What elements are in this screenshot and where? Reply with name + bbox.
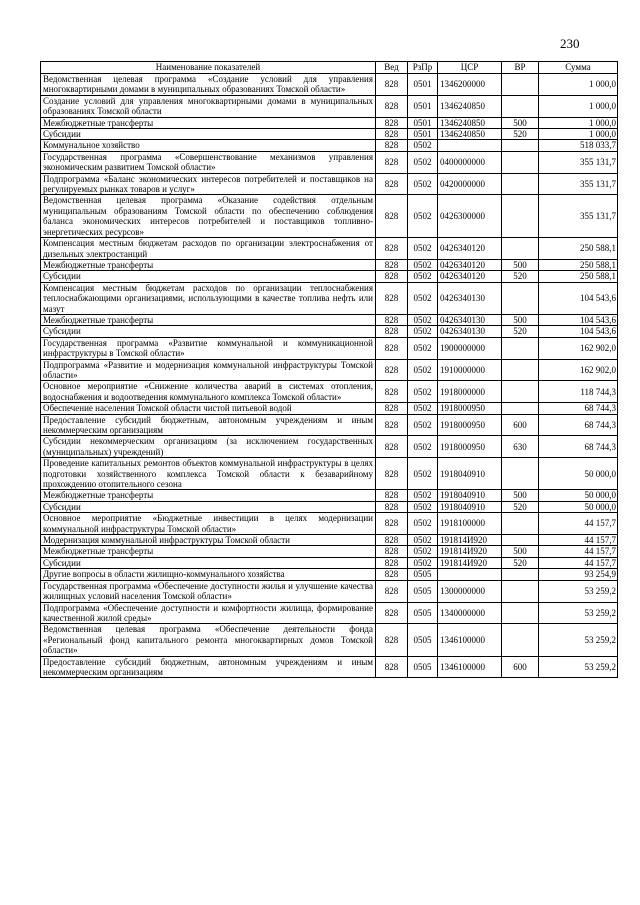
cell-vr: 520 <box>502 501 539 512</box>
cell-ved: 828 <box>376 403 408 414</box>
cell-sum: 68 744,3 <box>539 414 618 436</box>
cell-ved: 828 <box>376 557 408 568</box>
table-row <box>41 602 618 624</box>
cell-name: Подпрограмма «Баланс экономических интересов потребителей и поставщиков на регулируемых рынках товаров и услуг» <box>41 173 376 195</box>
header-ved: Вед <box>376 62 408 74</box>
cell-sum: 355 131,7 <box>539 173 618 195</box>
cell-csr: 1346100000 <box>438 624 502 656</box>
cell-csr: 191814И920 <box>438 535 502 546</box>
cell-vr: 600 <box>502 414 539 436</box>
cell-csr: 1346240850 <box>438 117 502 128</box>
cell-rzpr: 0502 <box>408 381 438 403</box>
cell-name: Компенсация местным бюджетам расходов по организации теплоснабжения теплоснабжающими организациями, использующими в качестве топлива нефть или мазут <box>41 282 376 314</box>
cell-rzpr: 0502 <box>408 140 438 151</box>
cell-csr: 0420000000 <box>438 173 502 195</box>
cell-name: Субсидии <box>41 557 376 568</box>
cell-csr: 1900000000 <box>438 337 502 359</box>
cell-vr <box>502 238 539 260</box>
cell-ved: 828 <box>376 271 408 282</box>
cell-rzpr: 0502 <box>408 238 438 260</box>
cell-name: Создание условий для управления многоквартирными домами в муниципальных образованиях Томской области <box>41 95 376 117</box>
cell-vr <box>502 624 539 656</box>
cell-ved: 828 <box>376 238 408 260</box>
cell-vr: 520 <box>502 271 539 282</box>
table-row <box>41 282 618 314</box>
cell-csr <box>438 569 502 580</box>
cell-csr: 1340000000 <box>438 602 502 624</box>
table-row <box>41 140 618 151</box>
cell-rzpr: 0505 <box>408 624 438 656</box>
table-row <box>41 95 618 117</box>
cell-rzpr: 0501 <box>408 129 438 140</box>
cell-rzpr: 0502 <box>408 173 438 195</box>
cell-rzpr: 0501 <box>408 74 438 96</box>
cell-name: Ведомственная целевая программа «Создание условий для управления многоквартирными домами в муниципальных образованиях Томской области» <box>41 74 376 96</box>
cell-ved: 828 <box>376 259 408 270</box>
cell-vr <box>502 458 539 490</box>
cell-vr: 500 <box>502 259 539 270</box>
cell-ved: 828 <box>376 546 408 557</box>
cell-name: Обеспечение населения Томской области чистой питьевой водой <box>41 403 376 414</box>
cell-sum: 44 157,7 <box>539 557 618 568</box>
cell-name: Проведение капитальных ремонтов объектов коммунальной инфраструктуры в целях подготовки хозяйственного комплекса Томской области к безаварийному прохождению отопительного сезона <box>41 458 376 490</box>
cell-csr: 0400000000 <box>438 151 502 173</box>
cell-csr: 191814И920 <box>438 546 502 557</box>
cell-sum: 68 744,3 <box>539 436 618 458</box>
cell-name: Субсидии <box>41 326 376 337</box>
cell-ved: 828 <box>376 95 408 117</box>
cell-vr <box>502 74 539 96</box>
table-row <box>41 326 618 337</box>
cell-rzpr: 0505 <box>408 569 438 580</box>
cell-sum: 1 000,0 <box>539 95 618 117</box>
cell-name: Межбюджетные трансферты <box>41 117 376 128</box>
cell-csr: 0426340120 <box>438 271 502 282</box>
cell-csr: 0426340130 <box>438 326 502 337</box>
cell-name: Субсидии <box>41 129 376 140</box>
cell-sum: 355 131,7 <box>539 195 618 238</box>
cell-csr: 1918000950 <box>438 403 502 414</box>
cell-sum: 250 588,1 <box>539 259 618 270</box>
cell-sum: 53 259,2 <box>539 580 618 602</box>
cell-csr: 1918000950 <box>438 414 502 436</box>
cell-vr: 600 <box>502 656 539 678</box>
cell-vr: 630 <box>502 436 539 458</box>
table-row <box>41 414 618 436</box>
cell-rzpr: 0502 <box>408 271 438 282</box>
cell-rzpr: 0502 <box>408 501 438 512</box>
cell-sum: 1 000,0 <box>539 117 618 128</box>
cell-rzpr: 0502 <box>408 314 438 325</box>
cell-csr: 1918040910 <box>438 501 502 512</box>
table-row <box>41 259 618 270</box>
cell-ved: 828 <box>376 151 408 173</box>
cell-csr: 0426300000 <box>438 195 502 238</box>
table-row <box>41 490 618 501</box>
table-row <box>41 117 618 128</box>
cell-csr: 1918000950 <box>438 436 502 458</box>
page-number: 230 <box>560 36 580 51</box>
cell-vr <box>502 569 539 580</box>
cell-rzpr: 0505 <box>408 656 438 678</box>
table-row <box>41 271 618 282</box>
cell-vr <box>502 602 539 624</box>
table-row <box>41 546 618 557</box>
cell-ved: 828 <box>376 436 408 458</box>
cell-ved: 828 <box>376 381 408 403</box>
cell-rzpr: 0502 <box>408 414 438 436</box>
cell-sum: 104 543,6 <box>539 282 618 314</box>
cell-sum: 53 259,2 <box>539 656 618 678</box>
cell-rzpr: 0501 <box>408 95 438 117</box>
cell-ved: 828 <box>376 359 408 381</box>
table-row <box>41 535 618 546</box>
cell-rzpr: 0502 <box>408 458 438 490</box>
cell-name: Субсидии <box>41 271 376 282</box>
cell-rzpr: 0502 <box>408 195 438 238</box>
cell-rzpr: 0502 <box>408 436 438 458</box>
cell-ved: 828 <box>376 140 408 151</box>
cell-rzpr: 0502 <box>408 359 438 381</box>
cell-vr: 500 <box>502 314 539 325</box>
cell-name: Государственная программа «Совершенствование механизмов управления экономическим развитием Томской области» <box>41 151 376 173</box>
table-row <box>41 359 618 381</box>
cell-sum: 162 902,0 <box>539 359 618 381</box>
cell-ved: 828 <box>376 195 408 238</box>
cell-vr <box>502 580 539 602</box>
table-row <box>41 569 618 580</box>
table-row <box>41 381 618 403</box>
cell-rzpr: 0502 <box>408 490 438 501</box>
cell-name: Государственная программа «Обеспечение доступности жилья и улучшение качества жилищных условий населения Томской области» <box>41 580 376 602</box>
cell-name: Модернизация коммунальной инфраструктуры Томской области <box>41 535 376 546</box>
table-row <box>41 501 618 512</box>
table-header-row <box>41 62 618 74</box>
cell-name: Субсидии некоммерческим организациям (за исключением государственных (муниципальных) учреждений) <box>41 436 376 458</box>
cell-csr: 0426340120 <box>438 259 502 270</box>
table-row <box>41 238 618 260</box>
cell-csr: 1918100000 <box>438 513 502 535</box>
cell-name: Межбюджетные трансферты <box>41 314 376 325</box>
cell-ved: 828 <box>376 490 408 501</box>
cell-sum: 104 543,6 <box>539 314 618 325</box>
cell-ved: 828 <box>376 569 408 580</box>
cell-csr: 1918040910 <box>438 458 502 490</box>
cell-sum: 518 033,7 <box>539 140 618 151</box>
cell-sum: 355 131,7 <box>539 151 618 173</box>
cell-vr <box>502 403 539 414</box>
cell-sum: 93 254,9 <box>539 569 618 580</box>
header-csr: ЦСР <box>438 62 502 74</box>
cell-csr: 191814И920 <box>438 557 502 568</box>
cell-sum: 44 157,7 <box>539 535 618 546</box>
cell-rzpr: 0502 <box>408 326 438 337</box>
cell-rzpr: 0505 <box>408 580 438 602</box>
cell-ved: 828 <box>376 602 408 624</box>
cell-sum: 250 588,1 <box>539 238 618 260</box>
cell-csr: 1346240850 <box>438 95 502 117</box>
cell-vr <box>502 140 539 151</box>
cell-sum: 44 157,7 <box>539 513 618 535</box>
cell-name: Основное мероприятие «Снижение количества аварий в системах отопления, водоснабжения и водоотведения коммунального комплекса Томской области» <box>41 381 376 403</box>
cell-name: Предоставление субсидий бюджетным, автономным учреждениям и иным некоммерческим организациям <box>41 414 376 436</box>
cell-ved: 828 <box>376 326 408 337</box>
cell-sum: 50 000,0 <box>539 501 618 512</box>
header-name: Наименование показателей <box>41 62 376 74</box>
cell-ved: 828 <box>376 414 408 436</box>
cell-ved: 828 <box>376 173 408 195</box>
cell-vr: 520 <box>502 557 539 568</box>
cell-csr: 1918000000 <box>438 381 502 403</box>
cell-sum: 68 744,3 <box>539 403 618 414</box>
cell-ved: 828 <box>376 74 408 96</box>
cell-rzpr: 0502 <box>408 282 438 314</box>
cell-vr <box>502 195 539 238</box>
cell-csr: 1910000000 <box>438 359 502 381</box>
cell-sum: 50 000,0 <box>539 490 618 501</box>
cell-ved: 828 <box>376 580 408 602</box>
cell-ved: 828 <box>376 314 408 325</box>
cell-csr: 1346100000 <box>438 656 502 678</box>
cell-vr: 500 <box>502 490 539 501</box>
cell-vr <box>502 381 539 403</box>
table-row <box>41 314 618 325</box>
table-row <box>41 624 618 656</box>
cell-sum: 162 902,0 <box>539 337 618 359</box>
cell-csr: 1918040910 <box>438 490 502 501</box>
cell-csr <box>438 140 502 151</box>
cell-name: Государственная программа «Развитие коммунальной и коммуникационной инфраструктуры в Томской области» <box>41 337 376 359</box>
table-body <box>41 74 618 678</box>
cell-sum: 50 000,0 <box>539 458 618 490</box>
table-row <box>41 557 618 568</box>
cell-sum: 250 588,1 <box>539 271 618 282</box>
table-row <box>41 195 618 238</box>
cell-ved: 828 <box>376 282 408 314</box>
table-row <box>41 513 618 535</box>
cell-rzpr: 0502 <box>408 535 438 546</box>
cell-rzpr: 0502 <box>408 337 438 359</box>
table-row <box>41 151 618 173</box>
cell-rzpr: 0502 <box>408 403 438 414</box>
cell-csr: 0426340130 <box>438 282 502 314</box>
cell-name: Подпрограмма «Обеспечение доступности и комфортности жилища, формирование качественной жилой среды» <box>41 602 376 624</box>
cell-csr: 1346240850 <box>438 129 502 140</box>
table-row <box>41 458 618 490</box>
cell-name: Другие вопросы в области жилищно-коммунального хозяйства <box>41 569 376 580</box>
cell-name: Ведомственная целевая программа «Обеспечение деятельности фонда «Региональный фонд капитального ремонта многоквартирных домов Томской области» <box>41 624 376 656</box>
cell-vr <box>502 513 539 535</box>
cell-csr: 1346200000 <box>438 74 502 96</box>
cell-sum: 1 000,0 <box>539 129 618 140</box>
cell-vr <box>502 282 539 314</box>
cell-name: Субсидии <box>41 501 376 512</box>
cell-sum: 53 259,2 <box>539 602 618 624</box>
cell-rzpr: 0502 <box>408 259 438 270</box>
cell-csr: 1300000000 <box>438 580 502 602</box>
budget-table <box>40 61 618 678</box>
cell-name: Компенсация местным бюджетам расходов по организации электроснабжения от дизельных электростанций <box>41 238 376 260</box>
cell-vr <box>502 151 539 173</box>
cell-rzpr: 0501 <box>408 117 438 128</box>
table-row <box>41 337 618 359</box>
table-row <box>41 173 618 195</box>
cell-sum: 104 543,6 <box>539 326 618 337</box>
cell-name: Основное мероприятие «Бюджетные инвестиции в целях модернизации коммунальной инфраструктуры Томской области» <box>41 513 376 535</box>
cell-vr <box>502 173 539 195</box>
cell-ved: 828 <box>376 458 408 490</box>
cell-sum: 1 000,0 <box>539 74 618 96</box>
header-rzpr: РзПр <box>408 62 438 74</box>
cell-name: Межбюджетные трансферты <box>41 490 376 501</box>
cell-name: Коммунальное хозяйство <box>41 140 376 151</box>
cell-csr: 0426340120 <box>438 238 502 260</box>
cell-ved: 828 <box>376 656 408 678</box>
cell-ved: 828 <box>376 513 408 535</box>
cell-vr: 500 <box>502 546 539 557</box>
cell-ved: 828 <box>376 117 408 128</box>
cell-rzpr: 0502 <box>408 546 438 557</box>
cell-name: Межбюджетные трансферты <box>41 546 376 557</box>
cell-name: Подпрограмма «Развитие и модернизация коммунальной инфраструктуры Томской области» <box>41 359 376 381</box>
cell-rzpr: 0502 <box>408 151 438 173</box>
cell-vr <box>502 337 539 359</box>
cell-vr: 520 <box>502 129 539 140</box>
cell-ved: 828 <box>376 535 408 546</box>
cell-vr <box>502 95 539 117</box>
table-row <box>41 129 618 140</box>
table-row <box>41 436 618 458</box>
cell-vr: 500 <box>502 117 539 128</box>
cell-name: Межбюджетные трансферты <box>41 259 376 270</box>
table-row <box>41 403 618 414</box>
cell-sum: 53 259,2 <box>539 624 618 656</box>
cell-rzpr: 0502 <box>408 557 438 568</box>
cell-ved: 828 <box>376 337 408 359</box>
cell-rzpr: 0502 <box>408 513 438 535</box>
cell-csr: 0426340130 <box>438 314 502 325</box>
table-row <box>41 74 618 96</box>
cell-rzpr: 0505 <box>408 602 438 624</box>
cell-vr: 520 <box>502 326 539 337</box>
cell-ved: 828 <box>376 624 408 656</box>
table-row <box>41 656 618 678</box>
cell-ved: 828 <box>376 501 408 512</box>
cell-ved: 828 <box>376 129 408 140</box>
header-sum: Сумма <box>539 62 618 74</box>
cell-name: Ведомственная целевая программа «Оказание содействия отдельным муниципальным образованиям Томской области по обеспечению соблюдения баланса экономических интересов потребителей и поставщиков топливно-энергетических ресурсов» <box>41 195 376 238</box>
cell-sum: 44 157,7 <box>539 546 618 557</box>
cell-sum: 118 744,3 <box>539 381 618 403</box>
cell-vr <box>502 535 539 546</box>
table-row <box>41 580 618 602</box>
cell-name: Предоставление субсидий бюджетным, автономным учреждениям и иным некоммерческим организациям <box>41 656 376 678</box>
cell-vr <box>502 359 539 381</box>
header-vr: ВР <box>502 62 539 74</box>
